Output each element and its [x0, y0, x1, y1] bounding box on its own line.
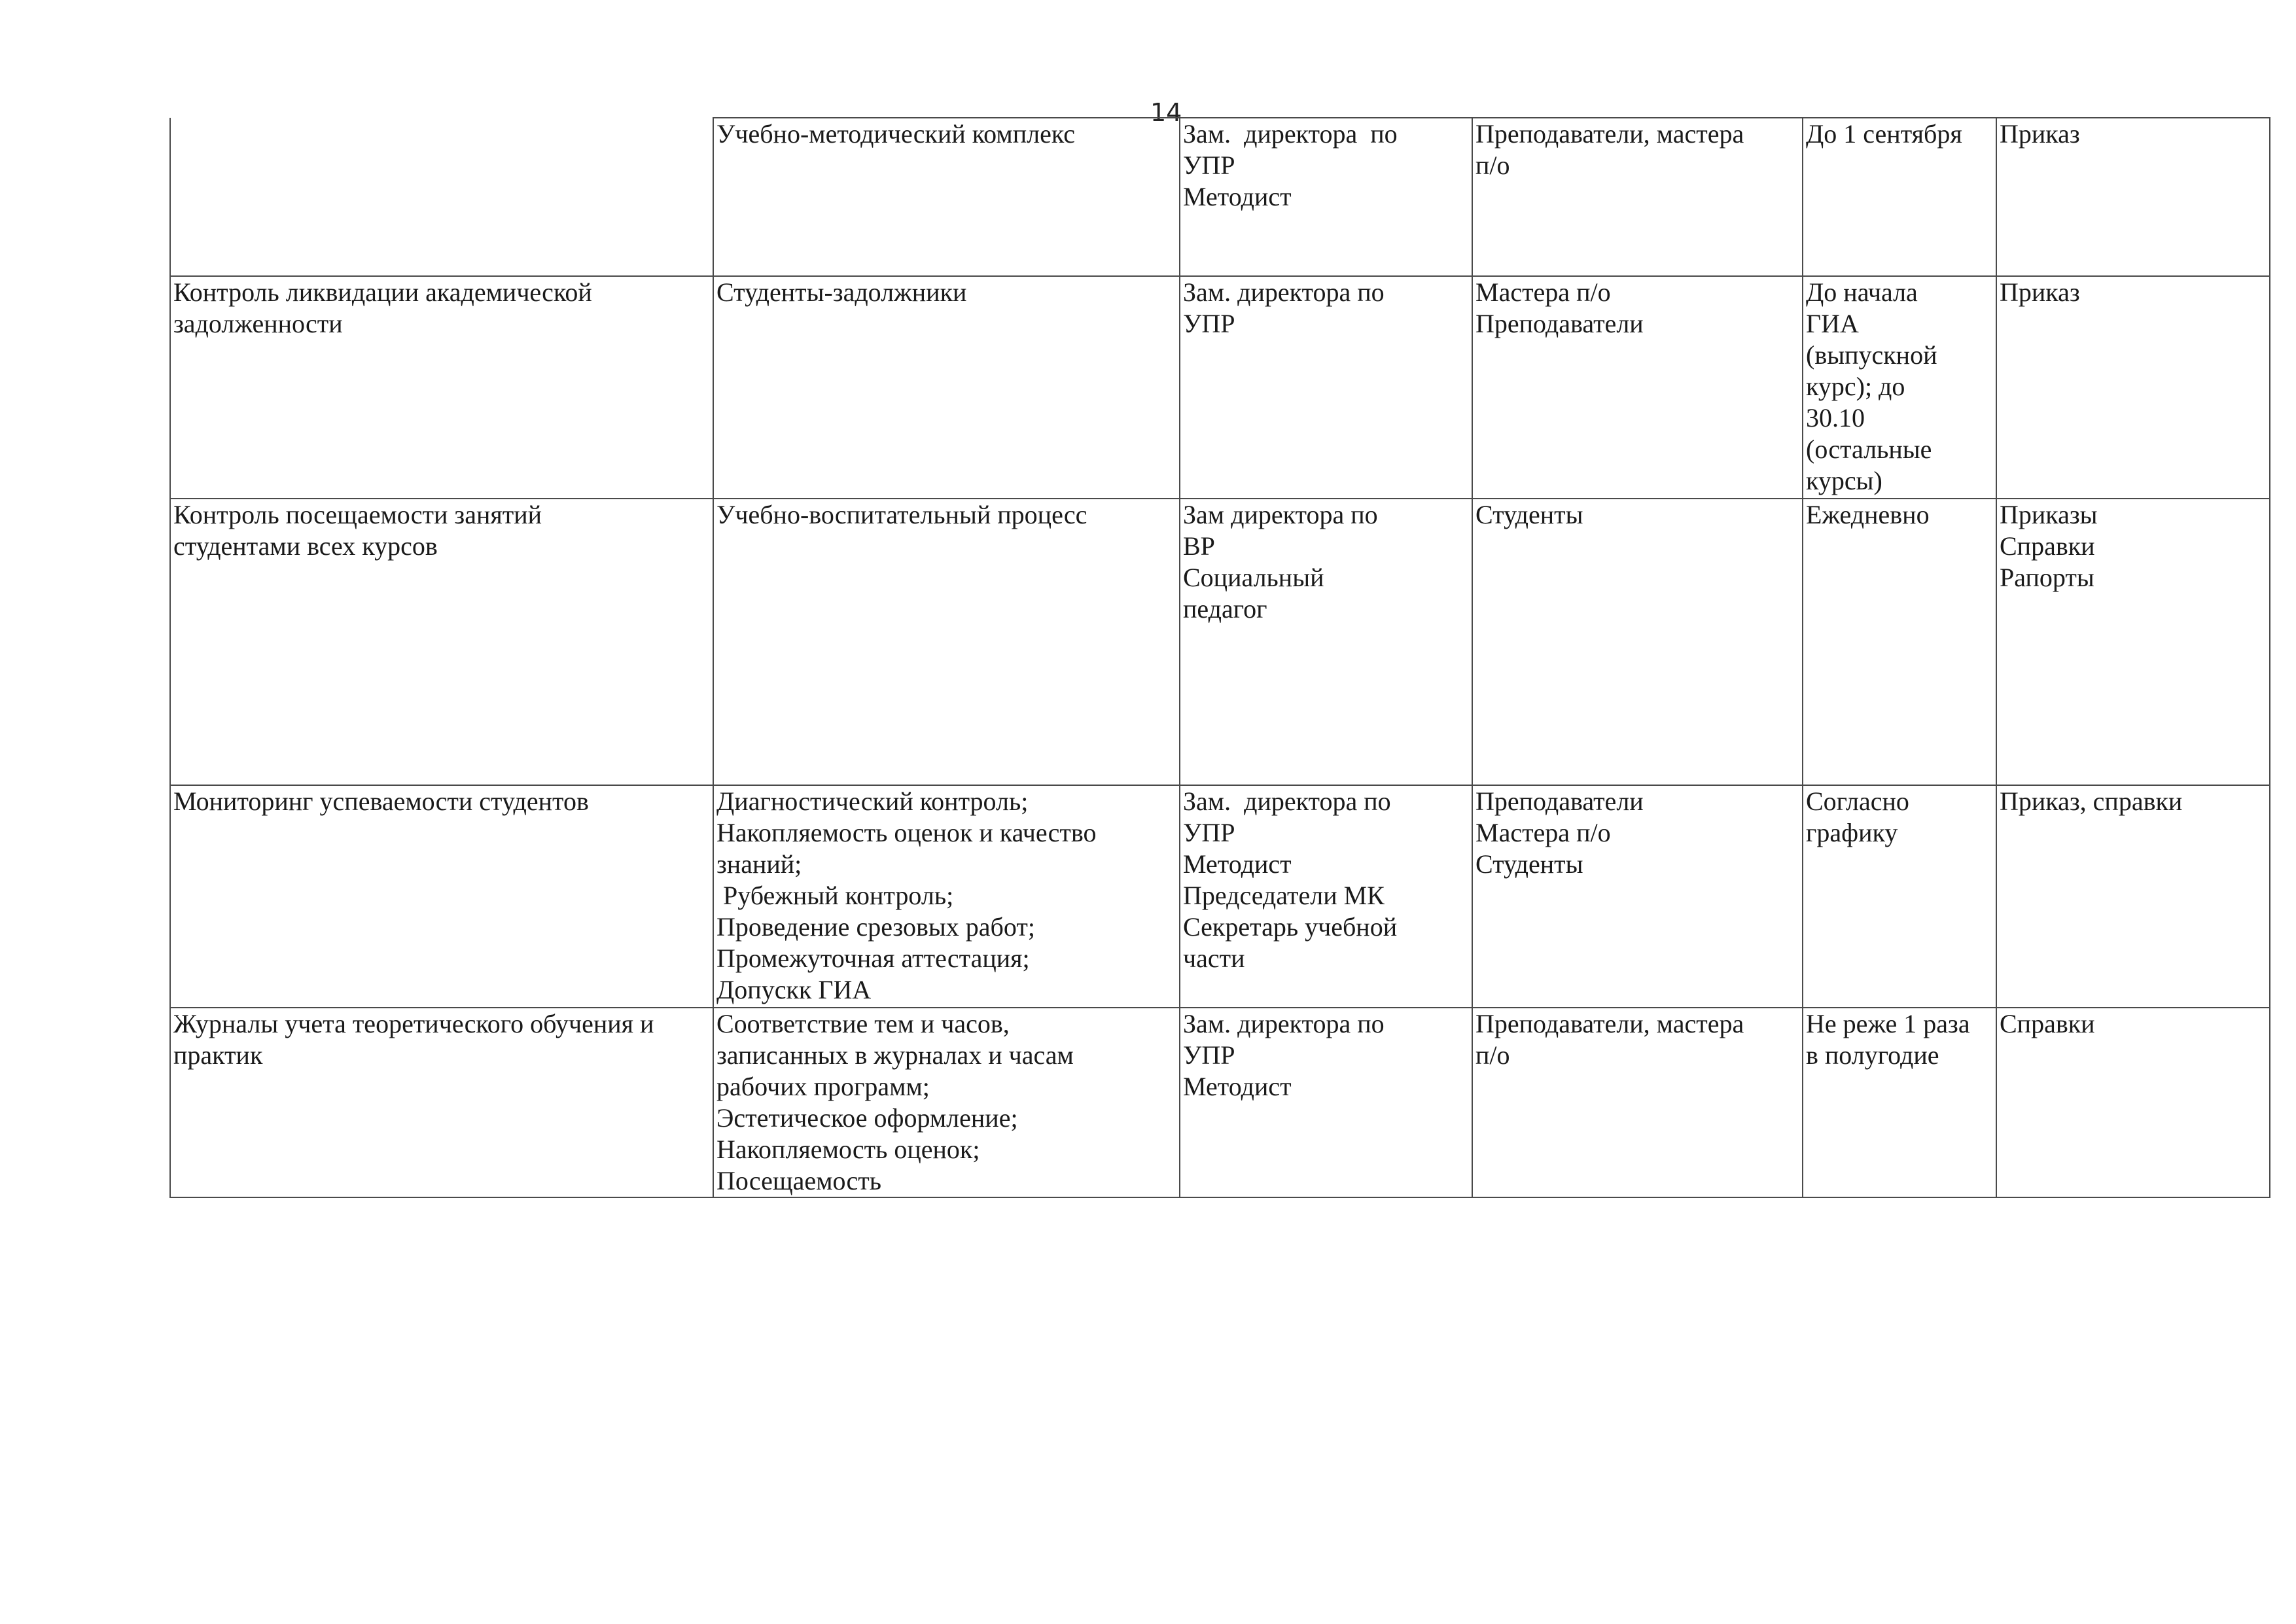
cell-text-line: Контроль ликвидации академической	[173, 277, 592, 307]
cell-text-line: Не реже 1 раза	[1806, 1009, 1970, 1038]
cell-text-line: Секретарь учебной	[1183, 912, 1398, 942]
result-doc-cell	[1996, 499, 2270, 785]
cell-text-line: Зам. директора по	[1183, 277, 1385, 307]
cell-text-line: Председатели МК	[1183, 881, 1385, 910]
cell-text-line: Преподаватели, мастера	[1475, 119, 1744, 149]
responsible-cell	[1180, 499, 1472, 785]
cell-text-line: знаний;	[716, 849, 802, 879]
cell-text-line: Диагностический контроль;	[716, 786, 1029, 816]
cell-text-line: Приказ	[2000, 119, 2080, 149]
cell-text-line: УПР	[1183, 150, 1235, 180]
deadline-cell	[1803, 118, 1996, 276]
table-body	[170, 118, 2270, 1197]
cell-text-line: Ежедневно	[1806, 500, 1930, 529]
control-object-cell	[713, 1008, 1180, 1197]
control-area-cell	[170, 499, 713, 785]
control-object-cell	[713, 276, 1180, 499]
cell-text-line: Студенты-задолжники	[716, 277, 967, 307]
cell-text-line: Студенты	[1475, 500, 1583, 529]
cell-text-line: Методист	[1183, 1072, 1292, 1101]
cell-text-line: Эстетическое оформление;	[716, 1103, 1018, 1133]
result-doc-cell	[1996, 1008, 2270, 1197]
cell-text-line: Зам. директора по	[1183, 786, 1391, 816]
control-object-cell	[713, 118, 1180, 276]
cell-text-line: Зам. директора по	[1183, 119, 1398, 149]
control-area-cell	[170, 118, 713, 276]
cell-text-line: Мониторинг успеваемости студентов	[173, 786, 589, 816]
responsible-cell	[1180, 118, 1472, 276]
cell-text-line: Посещаемость	[716, 1166, 881, 1195]
cell-text-line: Социальный	[1183, 563, 1324, 592]
responsible-cell	[1180, 1008, 1472, 1197]
responsible-cell	[1180, 276, 1472, 499]
cell-text-line: Накопляемость оценок;	[716, 1135, 980, 1164]
deadline-cell	[1803, 276, 1996, 499]
control-object-cell	[713, 785, 1180, 1008]
cell-text-line: УПР	[1183, 309, 1235, 338]
result-doc-cell	[1996, 785, 2270, 1008]
cell-text-line: Соответствие тем и часов,	[716, 1009, 1010, 1038]
cell-text-line: Зам директора по	[1183, 500, 1378, 529]
result-doc-cell	[1996, 276, 2270, 499]
cell-text-line: п/о	[1475, 150, 1510, 180]
result-doc-cell	[1996, 118, 2270, 276]
cell-text-line: Преподаватели	[1475, 309, 1644, 338]
control-plan-table	[169, 117, 2270, 1198]
cell-text-line: (остальные	[1806, 434, 1932, 464]
cell-text-line: Журналы учета теоретического обучения и	[173, 1009, 654, 1038]
cell-text-line: ВР	[1183, 531, 1215, 561]
cell-text-line: Допускк ГИА	[716, 975, 872, 1004]
cell-text-line: Справки	[2000, 531, 2095, 561]
cell-text-line: Мастера п/о	[1475, 277, 1611, 307]
cell-text-line: Учебно-методический комплекс	[716, 119, 1076, 149]
cell-text-line: Согласно	[1806, 786, 1909, 816]
table-row	[170, 276, 2270, 499]
cell-text-line: части	[1183, 944, 1245, 973]
cell-text-line: Рубежный контроль;	[716, 881, 954, 910]
deadline-cell	[1803, 499, 1996, 785]
participants-cell	[1472, 1008, 1803, 1197]
cell-text-line: 30.10	[1806, 403, 1865, 432]
participants-cell	[1472, 118, 1803, 276]
table-row	[170, 499, 2270, 785]
cell-text-line: Зам. директора по	[1183, 1009, 1385, 1038]
deadline-cell	[1803, 1008, 1996, 1197]
cell-text-line: Проведение срезовых работ;	[716, 912, 1035, 942]
cell-text-line: Преподаватели	[1475, 786, 1644, 816]
participants-cell	[1472, 276, 1803, 499]
cell-text-line: записанных в журналах и часам	[716, 1040, 1074, 1070]
cell-text-line: Мастера п/о	[1475, 818, 1611, 847]
cell-text-line: студентами всех курсов	[173, 531, 438, 561]
cell-text-line: Преподаватели, мастера	[1475, 1009, 1744, 1038]
cell-text-line: УПР	[1183, 818, 1235, 847]
control-object-cell	[713, 499, 1180, 785]
participants-cell	[1472, 785, 1803, 1008]
cell-text-line: Приказ, справки	[2000, 786, 2183, 816]
control-area-cell	[170, 785, 713, 1008]
cell-text-line: До 1 сентября	[1806, 119, 1962, 149]
cell-text-line: Накопляемость оценок и качество	[716, 818, 1097, 847]
cell-text-line: Рапорты	[2000, 563, 2094, 592]
cell-text-line: УПР	[1183, 1040, 1235, 1070]
cell-text-line: курс); до	[1806, 372, 1905, 401]
cell-text-line: п/о	[1475, 1040, 1510, 1070]
participants-cell	[1472, 499, 1803, 785]
cell-text-line: задолженности	[173, 309, 343, 338]
page-number: 14	[1150, 98, 1182, 127]
cell-text-line: Справки	[2000, 1009, 2095, 1038]
cell-text-line: в полугодие	[1806, 1040, 1939, 1070]
table-row	[170, 785, 2270, 1008]
cell-text-line: Промежуточная аттестация;	[716, 944, 1030, 973]
cell-text-line: Контроль посещаемости занятий	[173, 500, 542, 529]
cell-text-line: До начала	[1806, 277, 1918, 307]
cell-text-line: педагог	[1183, 594, 1267, 624]
cell-text-line: курсы)	[1806, 466, 1882, 495]
responsible-cell	[1180, 785, 1472, 1008]
control-area-cell	[170, 276, 713, 499]
cell-text-line: практик	[173, 1040, 263, 1070]
deadline-cell	[1803, 785, 1996, 1008]
cell-text-line: Приказ	[2000, 277, 2080, 307]
table-row	[170, 118, 2270, 276]
table-row	[170, 1008, 2270, 1197]
cell-text-line: Методист	[1183, 849, 1292, 879]
cell-text-line: Учебно-воспитательный процесс	[716, 500, 1087, 529]
cell-text-line: ГИА	[1806, 309, 1859, 338]
cell-text-line: рабочих программ;	[716, 1072, 930, 1101]
cell-text-line: графику	[1806, 818, 1898, 847]
cell-text-line: Студенты	[1475, 849, 1583, 879]
control-area-cell	[170, 1008, 713, 1197]
cell-text-line: Методист	[1183, 182, 1292, 211]
cell-text-line: (выпускной	[1806, 340, 1937, 370]
cell-text-line: Приказы	[2000, 500, 2098, 529]
